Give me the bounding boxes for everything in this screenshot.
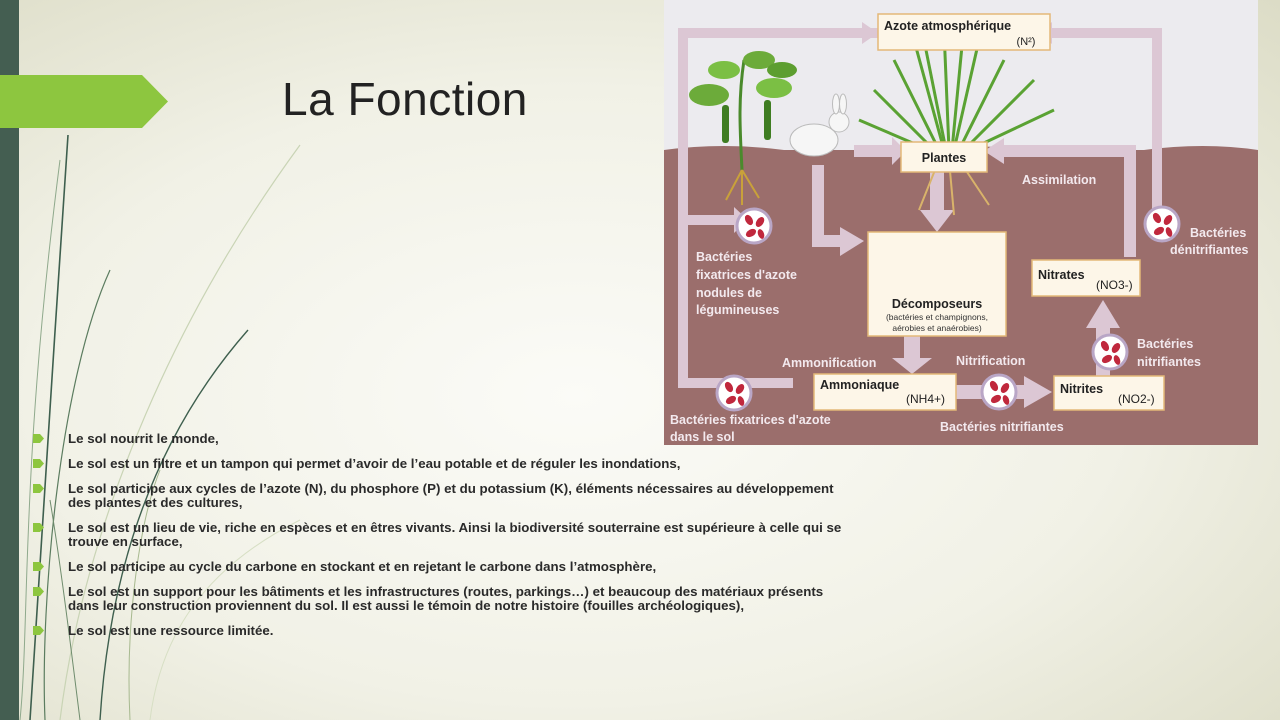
nitrification-label: Nitrification — [956, 354, 1026, 368]
bullet-text: Le sol nourrit le monde, — [68, 431, 219, 446]
bact-nitrifiantes-right-line1: Bactéries — [1137, 337, 1194, 351]
bullet-item — [33, 521, 848, 549]
bact-nitrifiantes-right-line2: nitrifiantes — [1137, 355, 1201, 369]
azote-title: Azote atmosphérique — [884, 19, 1012, 33]
bact-nitrifiantes-bottom-label: Bactéries nitrifiantes — [940, 420, 1064, 434]
nitrites-title: Nitrites — [1060, 382, 1104, 396]
bact-fixatrices-line3: nodules de — [696, 286, 762, 300]
bullet-item — [33, 585, 848, 613]
bullet-text: Le sol participe aux cycles de l’azote (N), du phosphore (P) et du potassium (K), éléments nécessaires au développement des plantes et des cultures, — [68, 481, 834, 510]
bullet-text: Le sol est un support pour les bâtiments et les infrastructures (routes, parkings…) et beaucoup des matériaux présents dans leur construction proviennent du sol. Il est aussi le témoin de notre histoire (fouilles archéologiques), — [68, 584, 824, 613]
bullet-arrow-icon — [33, 626, 44, 635]
decomposeurs-sub2: aérobies et anaérobies) — [892, 323, 982, 333]
nitrates-box — [1032, 260, 1140, 296]
bact-fixatrices-line4: légumineuses — [696, 303, 780, 317]
bullet-text: Le sol participe au cycle du carbone en stockant et en rejetant le carbone dans l’atmosphère, — [68, 559, 657, 574]
bullet-arrow-icon — [33, 562, 44, 571]
bullet-item — [33, 482, 848, 510]
azote-formula: (N²) — [1016, 36, 1036, 48]
nitrogen-cycle-diagram — [664, 0, 1258, 445]
bullet-list — [33, 432, 848, 649]
bullet-item — [33, 624, 848, 638]
ammoniaque-formula: (NH4+) — [906, 392, 946, 406]
azote-box — [878, 14, 1050, 50]
title-arrow-shape — [0, 75, 168, 128]
ammoniaque-title: Ammoniaque — [820, 378, 900, 392]
bullet-text: Le sol est un lieu de vie, riche en espèces et en êtres vivants. Ainsi la biodiversité souterraine est supérieure à celle qui se trouve en surface, — [68, 520, 842, 549]
slide-title: La Fonction — [282, 73, 528, 125]
plantes-label: Plantes — [921, 151, 967, 165]
bullet-arrow-icon — [33, 459, 44, 468]
bact-denitrifiantes-line1: Bactéries — [1190, 226, 1247, 240]
bullet-arrow-icon — [33, 434, 44, 443]
bact-fixatrices-line1: Bactéries — [696, 250, 753, 264]
bullet-arrow-icon — [33, 587, 44, 596]
bullet-arrow-icon — [33, 523, 44, 532]
bacteria-icon — [1145, 207, 1179, 241]
bullet-text: Le sol est un filtre et un tampon qui permet d’avoir de l’eau potable et de réguler les inondations, — [68, 456, 681, 471]
bacteria-icon — [737, 209, 771, 243]
bullet-item — [33, 457, 848, 471]
assimilation-label: Assimilation — [1022, 173, 1097, 187]
ammonification-label: Ammonification — [782, 356, 877, 370]
decomposeurs-sub1: (bactéries et champignons, — [885, 312, 989, 322]
bact-denitrifiantes-line2: dénitrifiantes — [1170, 243, 1249, 257]
bacteria-icon — [717, 376, 751, 410]
bullet-arrow-icon — [33, 484, 44, 493]
bacteria-icon — [982, 375, 1016, 409]
bact-fixatrices-sol-line1: Bactéries fixatrices d'azote — [670, 413, 831, 427]
plantes-box — [901, 142, 987, 172]
nitrates-title: Nitrates — [1038, 268, 1085, 282]
ammoniaque-box — [814, 374, 956, 410]
nitrites-formula: (NO2-) — [1118, 392, 1155, 406]
nitrites-box — [1054, 376, 1164, 410]
bullet-text: Le sol est une ressource limitée. — [68, 623, 274, 638]
decomposeurs-box — [868, 232, 1006, 336]
decomposeurs-title: Décomposeurs — [891, 297, 983, 311]
bact-fixatrices-line2: fixatrices d'azote — [696, 268, 797, 282]
bullet-item — [33, 560, 848, 574]
nitrates-formula: (NO3-) — [1096, 278, 1133, 292]
bacteria-icon — [1093, 335, 1127, 369]
bact-fixatrices-sol-line2: dans le sol — [670, 430, 735, 444]
